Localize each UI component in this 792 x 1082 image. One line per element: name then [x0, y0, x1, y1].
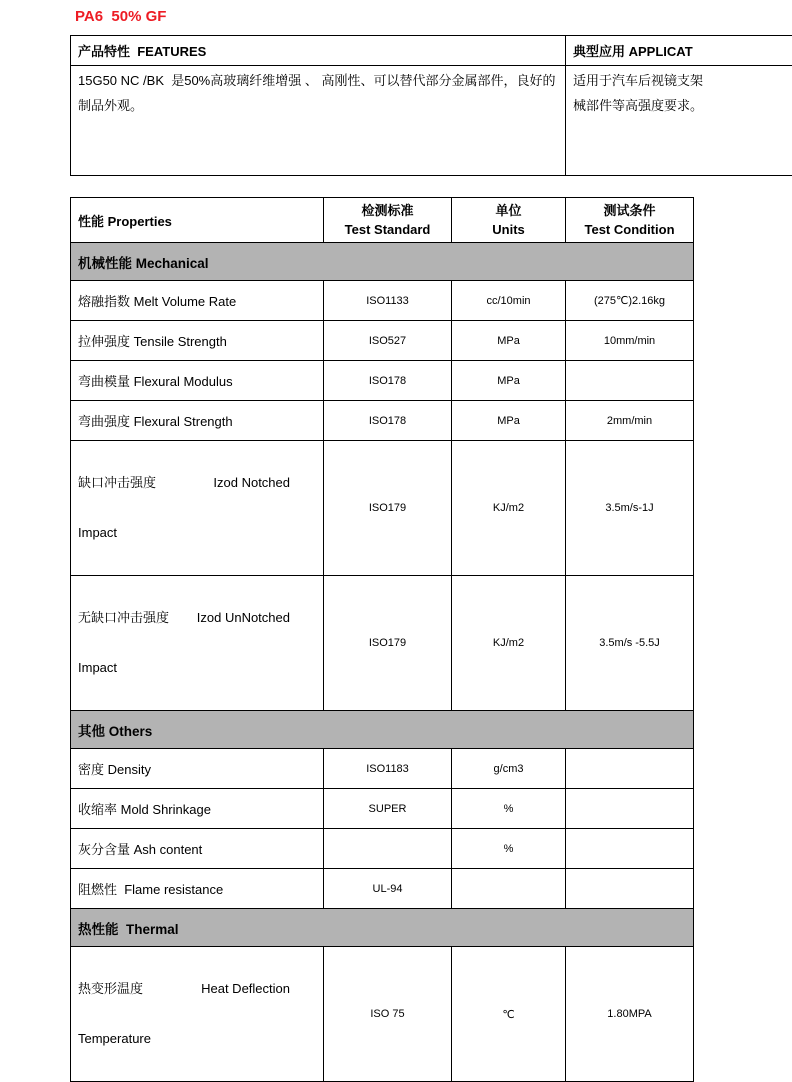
property-name: 熔融指数 Melt Volume Rate: [71, 281, 324, 321]
table-row: [71, 361, 694, 401]
table-row: [71, 441, 694, 576]
features-header-row: [71, 36, 792, 66]
unit-value: ℃: [452, 947, 566, 1082]
unit-value: cc/10min: [452, 281, 566, 321]
test-standard-value: ISO1183: [324, 749, 452, 789]
property-name-line2: Temperature: [78, 1029, 316, 1049]
unit-value: %: [452, 789, 566, 829]
test-condition-value: 10mm/min: [566, 321, 694, 361]
test-standard-value: ISO178: [324, 401, 452, 441]
property-name: [71, 947, 324, 1082]
section-thermal: [71, 909, 694, 947]
applications-text-line1: 适用于汽车后视镜支架: [573, 68, 792, 93]
test-standard-value: ISO179: [324, 576, 452, 711]
property-name: 收缩率 Mold Shrinkage: [71, 789, 324, 829]
property-name: 拉伸强度 Tensile Strength: [71, 321, 324, 361]
header-test-standard-en: Test Standard: [324, 220, 451, 239]
test-condition-value: (275℃)2.16kg: [566, 281, 694, 321]
header-test-standard: [324, 198, 452, 243]
header-test-condition-cn: 测试条件: [566, 201, 693, 220]
property-name-en: Izod Notched: [213, 473, 290, 493]
test-condition-value: 3.5m/s -5.5J: [566, 576, 694, 711]
header-test-condition: [566, 198, 694, 243]
property-name: 灰分含量 Ash content: [71, 829, 324, 869]
test-standard-value: ISO178: [324, 361, 452, 401]
properties-header-row: [71, 198, 694, 243]
unit-value: g/cm3: [452, 749, 566, 789]
property-name-line1: [78, 473, 316, 493]
section-thermal-label: 热性能 Thermal: [71, 909, 694, 947]
unit-value: KJ/m2: [452, 576, 566, 711]
test-standard-value: ISO1133: [324, 281, 452, 321]
unit-value: KJ/m2: [452, 441, 566, 576]
property-name: [71, 576, 324, 711]
header-units-cn: 单位: [452, 201, 565, 220]
features-header: 产品特性 FEATURES: [71, 36, 566, 66]
property-name-line2: Impact: [78, 658, 316, 678]
features-text-cell: [71, 66, 566, 176]
table-row: [71, 401, 694, 441]
applications-text-cell: [566, 66, 792, 176]
test-condition-value: 1.80MPA: [566, 947, 694, 1082]
table-row: [71, 576, 694, 711]
property-name-line1: [78, 608, 316, 628]
test-condition-value: [566, 361, 694, 401]
header-test-condition-en: Test Condition: [566, 220, 693, 239]
table-row: [71, 869, 694, 909]
header-properties: 性能 Properties: [71, 198, 324, 243]
property-name-en: Heat Deflection: [201, 979, 290, 999]
applications-header: 典型应用 APPLICAT: [566, 36, 792, 66]
features-text: 15G50 NC /BK 是50%高玻璃纤维增强 、 高刚性、可以替代部分金属部件，良好的制品外观。: [78, 68, 558, 118]
applications-text-line2: 械部件等高强度要求。: [573, 93, 792, 118]
header-units-en: Units: [452, 220, 565, 239]
table-row: [71, 281, 694, 321]
property-name: 弯曲模量 Flexural Modulus: [71, 361, 324, 401]
features-table: [70, 35, 792, 176]
property-name-cn: 热变形温度: [78, 979, 143, 999]
section-mechanical-label: 机械性能 Mechanical: [71, 243, 694, 281]
page-title: PA6 50% GF: [75, 8, 166, 25]
section-mechanical: [71, 243, 694, 281]
test-condition-value: [566, 789, 694, 829]
test-standard-value: UL-94: [324, 869, 452, 909]
test-condition-value: [566, 749, 694, 789]
table-row: [71, 947, 694, 1082]
property-name: 弯曲强度 Flexural Strength: [71, 401, 324, 441]
section-others: [71, 711, 694, 749]
table-row: [71, 749, 694, 789]
unit-value: [452, 869, 566, 909]
property-name-line1: [78, 979, 316, 999]
test-condition-value: 3.5m/s-1J: [566, 441, 694, 576]
property-name-cn: 缺口冲击强度: [78, 473, 156, 493]
unit-value: MPa: [452, 401, 566, 441]
test-condition-value: [566, 829, 694, 869]
test-condition-value: 2mm/min: [566, 401, 694, 441]
property-name: 阻燃性 Flame resistance: [71, 869, 324, 909]
test-standard-value: SUPER: [324, 789, 452, 829]
property-name-line2: Impact: [78, 523, 316, 543]
section-others-label: 其他 Others: [71, 711, 694, 749]
table-row: [71, 321, 694, 361]
table-row: [71, 789, 694, 829]
test-standard-value: ISO527: [324, 321, 452, 361]
property-name: 密度 Density: [71, 749, 324, 789]
unit-value: MPa: [452, 321, 566, 361]
unit-value: MPa: [452, 361, 566, 401]
test-standard-value: [324, 829, 452, 869]
applications-text: [573, 68, 792, 118]
test-standard-value: ISO179: [324, 441, 452, 576]
property-name: [71, 441, 324, 576]
features-body-row: [71, 66, 792, 176]
unit-value: %: [452, 829, 566, 869]
test-condition-value: [566, 869, 694, 909]
header-units: [452, 198, 566, 243]
properties-table: [70, 197, 694, 1082]
header-test-standard-cn: 检测标准: [324, 201, 451, 220]
property-name-cn: 无缺口冲击强度: [78, 608, 169, 628]
property-name-en: Izod UnNotched: [197, 608, 290, 628]
test-standard-value: ISO 75: [324, 947, 452, 1082]
table-row: [71, 829, 694, 869]
